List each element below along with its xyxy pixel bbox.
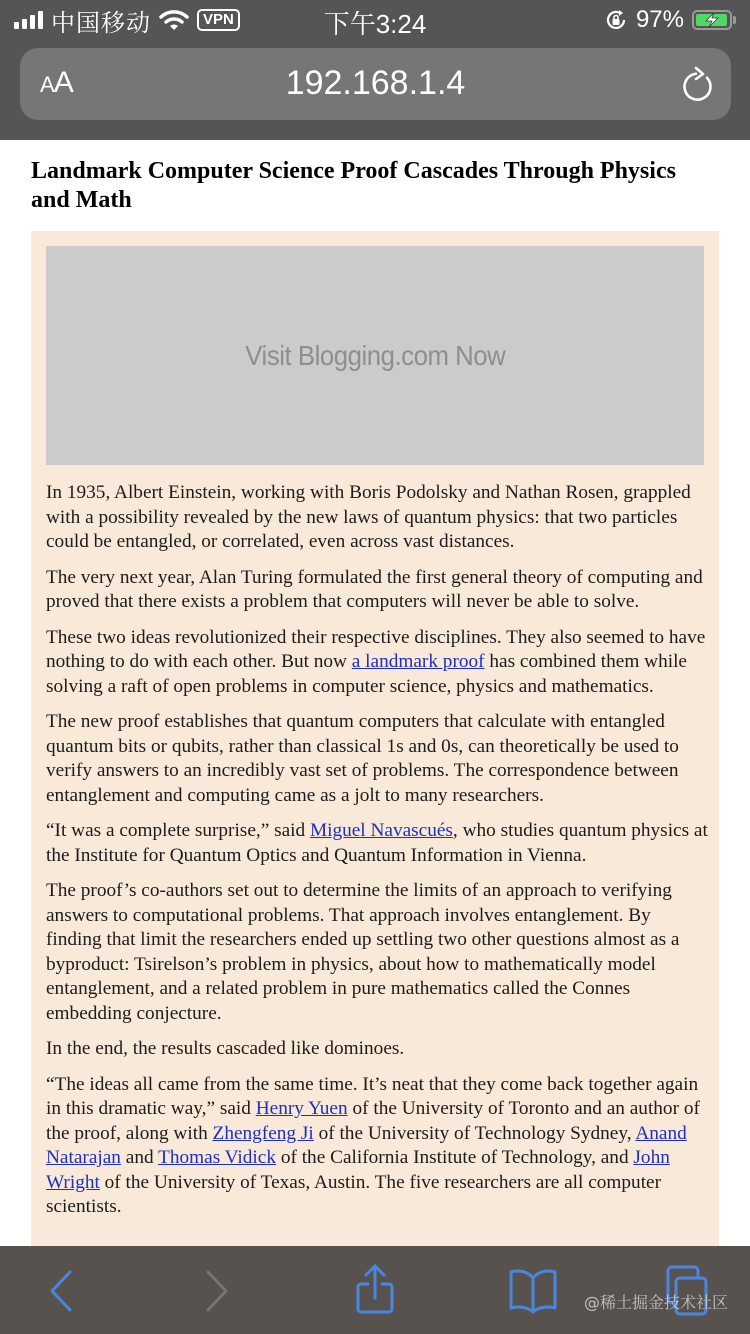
article-body [46, 481, 708, 1231]
paragraph-text: The proof’s co-authors set out to determine the limits of an approach to verifying answers to computational problems. That approach involves entanglement. By finding that limit the researchers ended up settling two other questions almost as a byproduct: Tsirelson’s problem in physics, about how to mathematically model entanglement, and a related problem in pure mathematics called the Connes embedding conjecture. [46, 880, 680, 1024]
browser-toolbar [0, 1246, 750, 1334]
status-time: 下午3:24 [323, 9, 427, 39]
article-paragraph [46, 626, 708, 700]
paragraph-text: In 1935, Albert Einstein, working with Boris Podolsky and Nathan Rosen, grappled with a possibility revealed by the new laws of quantum physics: that two particles could be entangled, or correlated, even across vast distances. [46, 482, 691, 552]
article-link[interactable]: a landmark proof [351, 651, 485, 672]
web-page[interactable] [0, 140, 750, 1246]
bookmarks-button[interactable] [508, 1266, 558, 1314]
share-icon [358, 1266, 392, 1312]
url-field[interactable]: 192.168.1.4 [285, 64, 466, 102]
book-icon [511, 1271, 555, 1312]
browser-address-area [0, 40, 750, 140]
article-paragraph [46, 1073, 708, 1220]
ad-banner-text: Visit Blogging.com Now [244, 339, 506, 371]
forward-button[interactable] [194, 1266, 238, 1314]
paragraph-text: “It was a complete surprise,” said [46, 820, 310, 841]
article-link[interactable]: Thomas Vidick [158, 1147, 276, 1168]
reload-icon[interactable] [679, 66, 715, 104]
paragraph-text: , who studies quantum physics at the Institute for Quantum Optics and Quantum Information in Vienna. [46, 820, 708, 866]
vpn-badge: VPN [197, 9, 240, 31]
article-link[interactable]: Henry Yuen [255, 1098, 348, 1119]
paragraph-text: The very next year, Alan Turing formulated the first general theory of computing and proved that there exists a problem that computers will never be able to solve. [46, 566, 703, 612]
chevron-left-icon [52, 1272, 70, 1310]
paragraph-text: of the University of Technology Sydney, [313, 1122, 636, 1144]
text-size-large-a: A [53, 66, 73, 99]
article-link[interactable]: Zhengfeng Ji [212, 1122, 314, 1144]
paragraph-text: In the end, the results cascaded like dominoes. [46, 1038, 405, 1059]
back-button[interactable] [40, 1266, 84, 1314]
paragraph-text: of the California Institute of Technology, and [276, 1147, 634, 1168]
paragraph-text: and [120, 1147, 159, 1168]
battery-tip [733, 16, 736, 24]
address-bar[interactable] [20, 48, 731, 120]
chevron-right-icon [208, 1272, 226, 1310]
charging-bolt-icon [694, 12, 730, 28]
battery-percent: 97% [635, 6, 684, 33]
article-link[interactable]: Miguel Navascués [309, 820, 453, 841]
paragraph-text: has combined them while solving a raft of open problems in computer science, physics and mathematics. [46, 651, 687, 697]
paragraph-text: “The ideas all came from the same time. It’s neat that they come back together again in this dramatic way,” said [46, 1073, 699, 1119]
article-paragraph [46, 879, 708, 1026]
ad-banner[interactable] [46, 246, 704, 465]
status-bar-right [604, 6, 736, 34]
rotation-lock-icon [604, 8, 628, 32]
article-paragraph [46, 481, 708, 555]
article-title: Landmark Computer Science Proof Cascades Through Physics and Math [31, 158, 676, 213]
share-button[interactable] [353, 1262, 397, 1316]
article-link[interactable]: Anand Natarajan [46, 1122, 687, 1168]
paragraph-text: These two ideas revolutionized their respective disciplines. They also seemed to have nothing to do with each other. But now [46, 626, 706, 672]
watermark: @稀土掘金技术社区 [584, 1293, 729, 1312]
article-paragraph [46, 710, 708, 808]
article-container [31, 231, 719, 1246]
battery-body [692, 10, 732, 30]
carrier-name: 中国移动 [51, 9, 151, 37]
article-paragraph [46, 566, 708, 615]
paragraph-text: The new proof establishes that quantum computers that calculate with entangled quantum bits or qubits, rather than classical 1s and 0s, can theoretically be used to verify answers to an incredibly vast set of problems. The correspondence between entanglement and computing came as a jolt to many researchers. [46, 711, 679, 806]
article-paragraph [46, 819, 708, 868]
status-bar [0, 0, 750, 40]
article-paragraph [46, 1037, 708, 1062]
text-size-small-a: A [40, 72, 54, 97]
article-link[interactable]: John Wright [46, 1147, 670, 1193]
battery-icon [692, 10, 736, 30]
paragraph-text: of the University of Texas, Austin. The five researchers are all computer scientists. [46, 1171, 662, 1217]
paragraph-text: of the University of Toronto and an author of the proof, along with [46, 1098, 700, 1144]
